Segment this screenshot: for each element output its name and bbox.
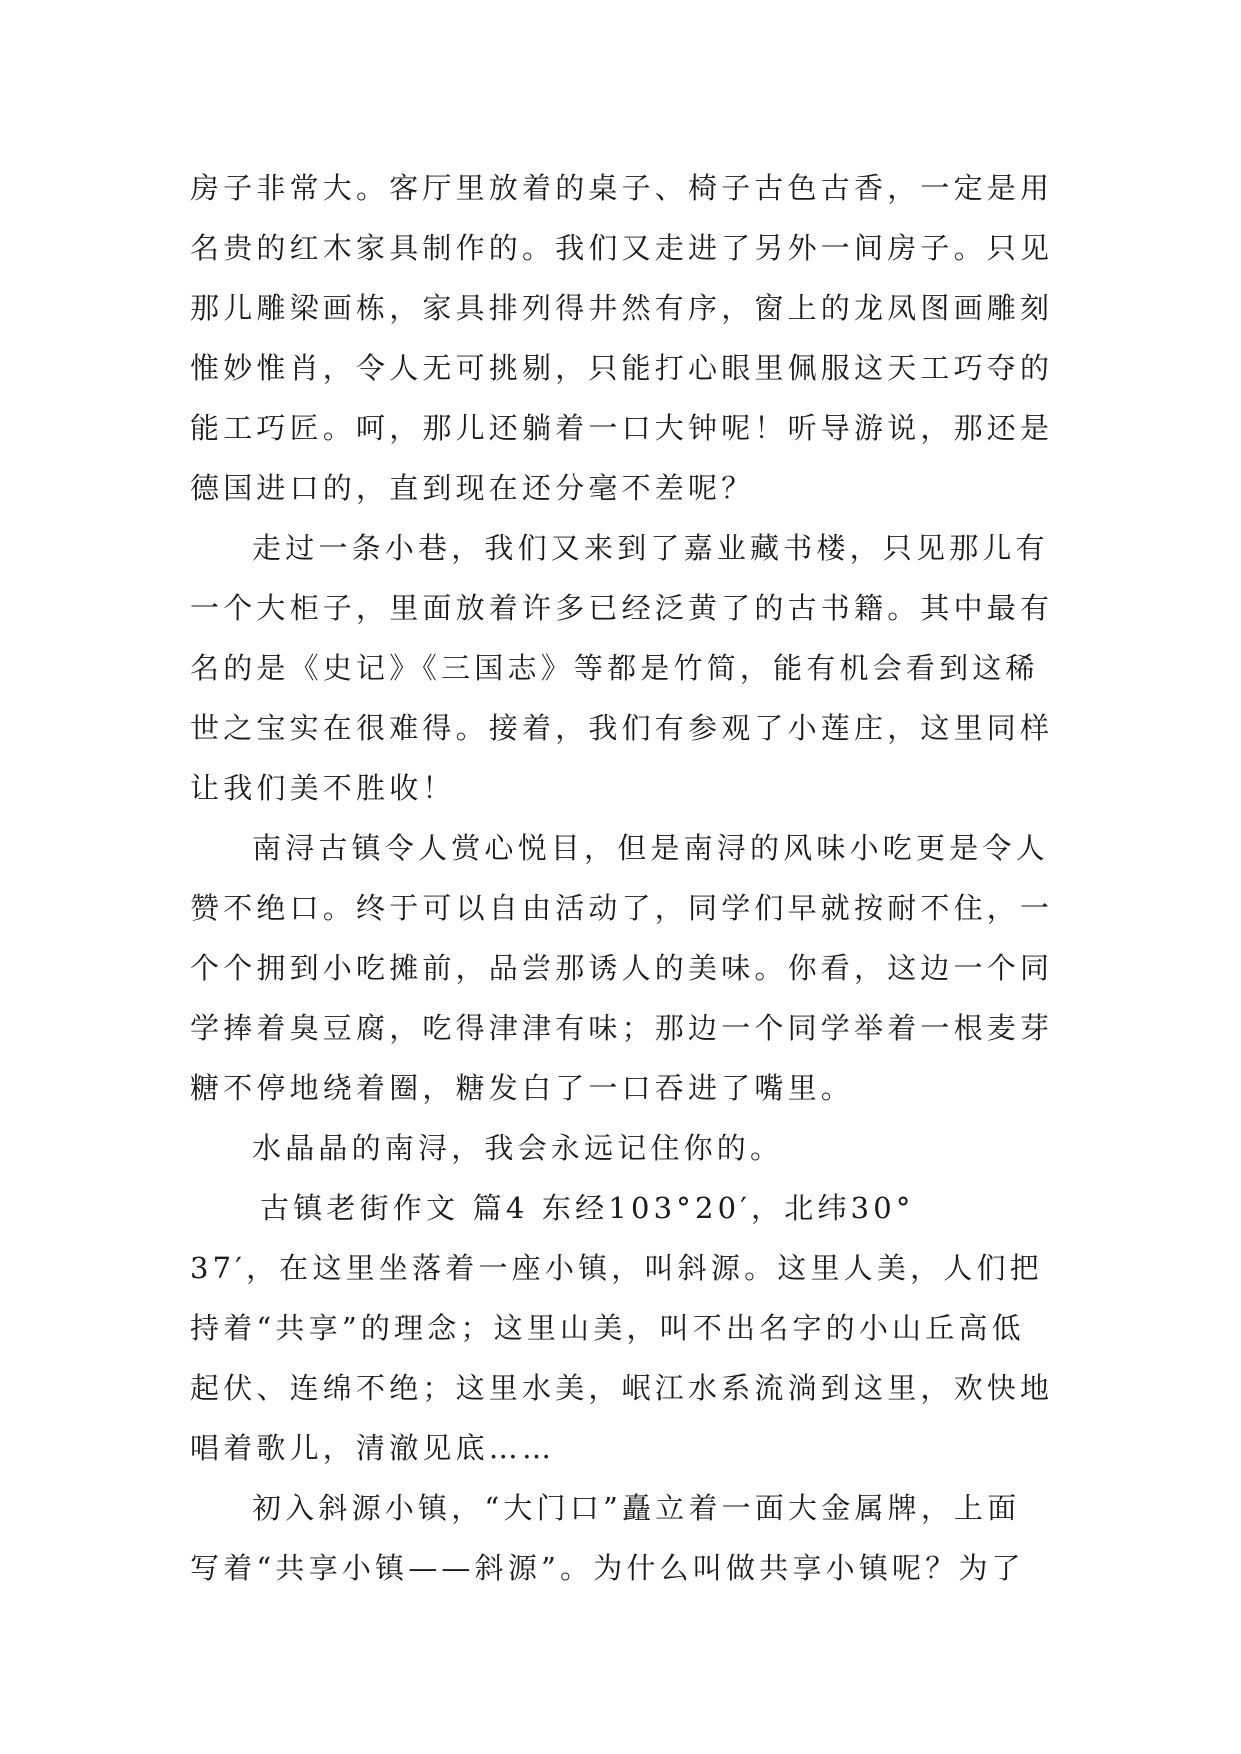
paragraph-start-line: 水晶晶的南浔，我会永远记住你的。	[252, 1131, 784, 1165]
text-line: 写着“共享小镇——斜源”。为什么叫做共享小镇呢？为了	[190, 1551, 1025, 1585]
text-line: 能工巧匠。呵，那儿还躺着一口大钟呢！听导游说，那还是	[190, 411, 1054, 445]
text-line: 一个大柜子，里面放着许多已经泛黄了的古书籍。其中最有	[190, 591, 1054, 625]
text-line: 世之宝实在很难得。接着，我们有参观了小莲庄，这里同样	[190, 711, 1054, 745]
text-line: 赞不绝口。终于可以自由活动了，同学们早就按耐不住，一	[190, 891, 1054, 925]
text-line: 起伏、连绵不绝；这里水美，岷江水系流淌到这里，欢快地	[190, 1371, 1054, 1405]
section-heading-line: 古镇老街作文 篇4 东经103°20′，北纬30°	[260, 1191, 915, 1225]
paragraph-start-line: 走过一条小巷，我们又来到了嘉业藏书楼，只见那儿有	[252, 531, 1049, 565]
text-line: 名的是《史记》《三国志》等都是竹简，能有机会看到这稀	[190, 651, 1039, 685]
text-line: 个个拥到小吃摊前，品尝那诱人的美味。你看，这边一个同	[190, 951, 1054, 985]
text-line: 名贵的红木家具制作的。我们又走进了另外一间房子。只见	[190, 231, 1054, 265]
text-line: 持着“共享”的理念；这里山美，叫不出名字的小山丘高低	[190, 1311, 1025, 1345]
paragraph-start-line: 初入斜源小镇，“大门口”矗立着一面大金属牌，上面	[252, 1491, 1021, 1525]
text-line: 学捧着臭豆腐，吃得津津有味；那边一个同学举着一根麦芽	[190, 1011, 1054, 1045]
document-body	[190, 158, 1054, 1598]
text-line: 那儿雕梁画栋，家具排列得井然有序，窗上的龙凤图画雕刻	[190, 291, 1054, 325]
text-line: 糖不停地绕着圈，糖发白了一口吞进了嘴里。	[190, 1071, 855, 1105]
text-line: 唱着歌儿，清澈见底……	[190, 1431, 556, 1465]
paragraph-start-line: 南浔古镇令人赏心悦目，但是南浔的风味小吃更是令人	[252, 831, 1049, 865]
text-line: 德国进口的，直到现在还分毫不差呢？	[190, 471, 755, 505]
text-line: 惟妙惟肖，令人无可挑剔，只能打心眼里佩服这天工巧夺的	[190, 351, 1054, 385]
text-line: 让我们美不胜收！	[190, 771, 456, 805]
text-line: 房子非常大。客厅里放着的桌子、椅子古色古香，一定是用	[190, 171, 1054, 205]
text-line: 37′，在这里坐落着一座小镇，叫斜源。这里人美，人们把	[190, 1251, 1043, 1285]
